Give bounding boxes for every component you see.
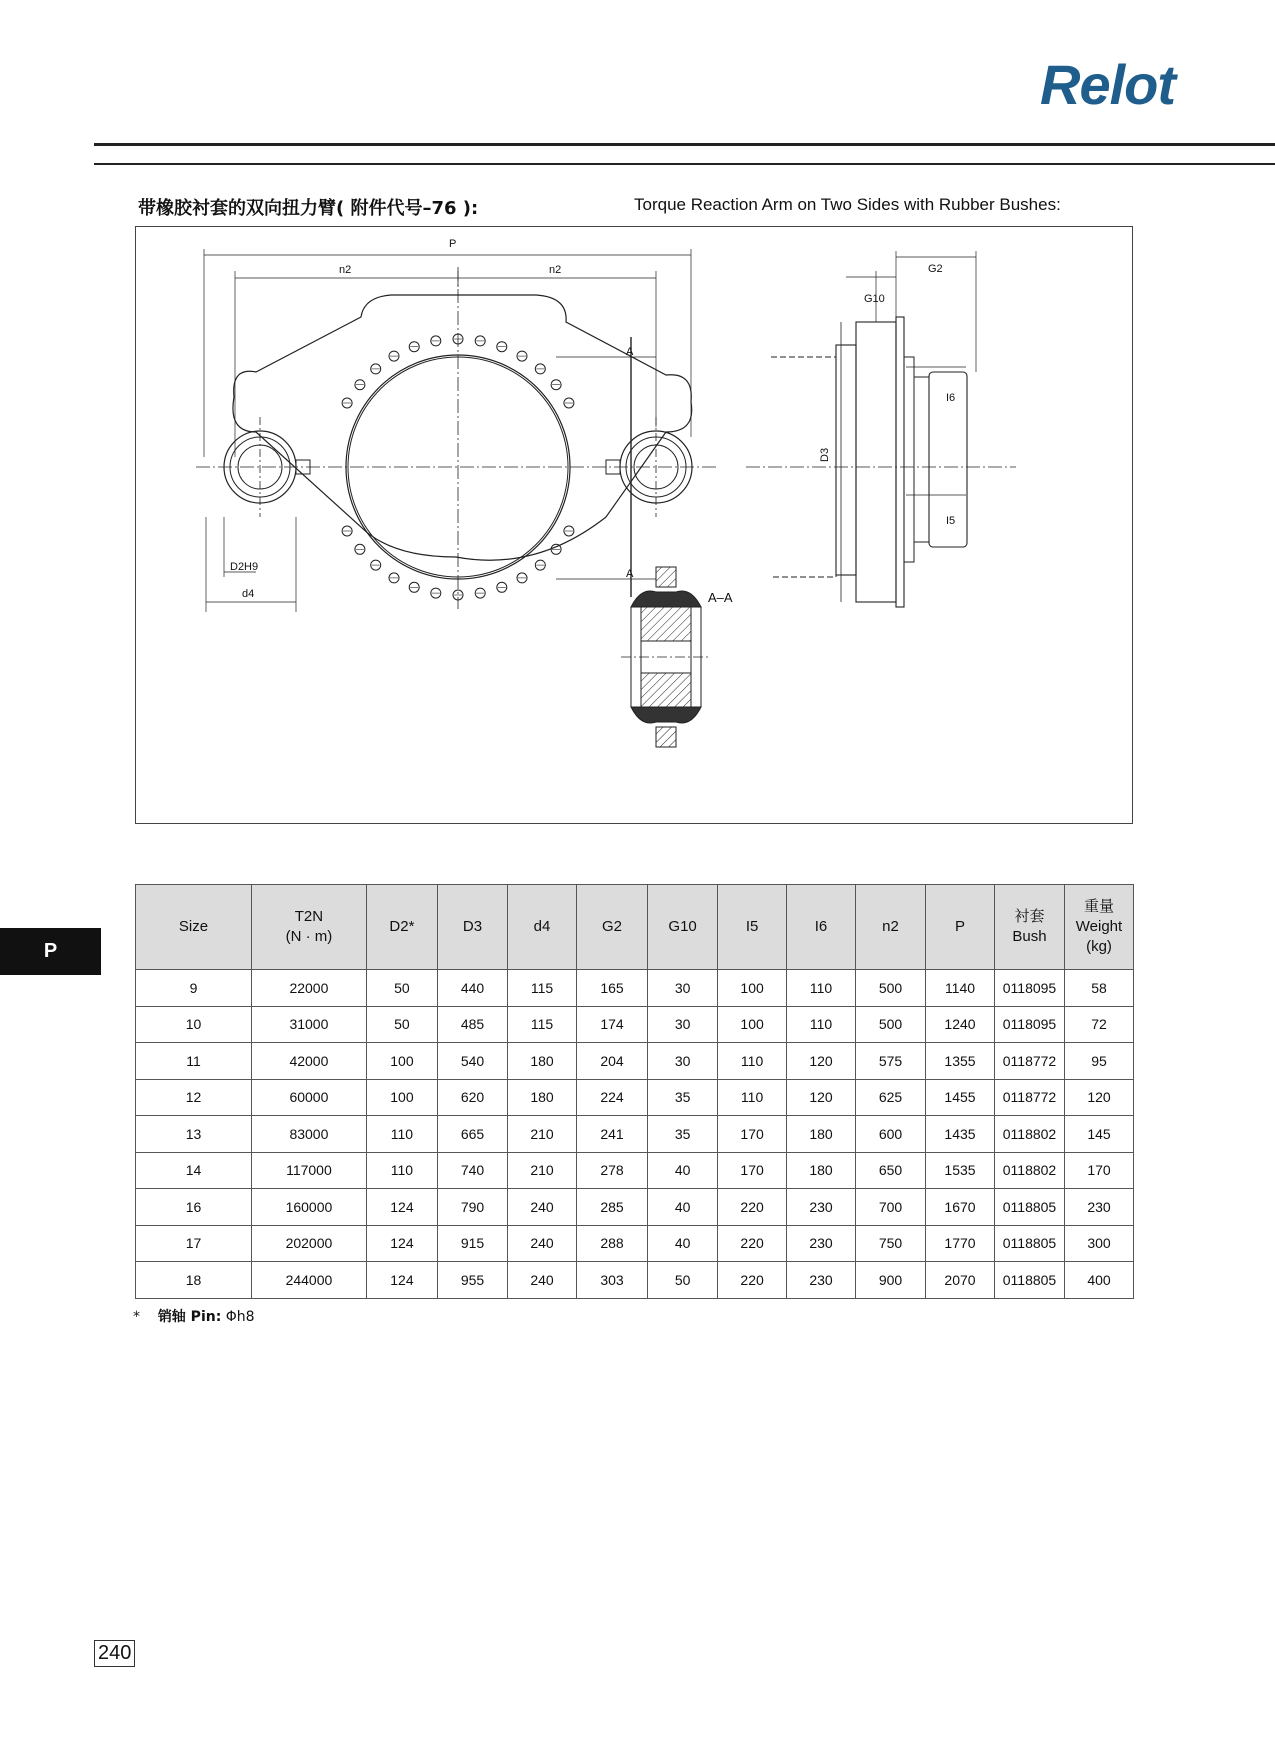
- table-cell: 145: [1065, 1116, 1134, 1153]
- table-row: [136, 1262, 1134, 1299]
- table-cell: 31000: [251, 1006, 366, 1043]
- table-cell: 1535: [926, 1152, 995, 1189]
- table-cell: 60000: [251, 1079, 366, 1116]
- table-cell: 95: [1065, 1043, 1134, 1080]
- table-cell: 72: [1065, 1006, 1134, 1043]
- table-cell: 665: [438, 1116, 508, 1153]
- dim-label-d2h9: D2H9: [230, 561, 259, 573]
- table-cell: 170: [718, 1116, 787, 1153]
- header-line: I5: [745, 918, 759, 935]
- table-cell: 575: [856, 1043, 926, 1080]
- header-line: T2N: [294, 908, 324, 925]
- table-cell: 40: [648, 1152, 718, 1189]
- table-cell: 0118095: [994, 970, 1064, 1007]
- table-cell: 540: [438, 1043, 508, 1080]
- table-cell: 35: [648, 1079, 718, 1116]
- drawing-labels: [230, 238, 955, 605]
- table-cell: 174: [576, 1006, 647, 1043]
- header-line: I6: [814, 918, 828, 935]
- table-cell: 10: [136, 1006, 252, 1043]
- table-header-cell: [508, 885, 577, 970]
- table-row: [136, 1116, 1134, 1153]
- footnote-label: 销轴 Pin:: [157, 1309, 222, 1325]
- table-cell: 220: [718, 1225, 787, 1262]
- table-cell: 2070: [926, 1262, 995, 1299]
- dim-label-g2: G2: [928, 263, 943, 275]
- header-line: Bush: [1012, 928, 1047, 945]
- technical-drawing: [135, 226, 1133, 824]
- table-cell: 750: [856, 1225, 926, 1262]
- table-cell: 110: [366, 1116, 437, 1153]
- table-cell: 220: [718, 1262, 787, 1299]
- table-cell: 124: [366, 1225, 437, 1262]
- chapter-tab: P: [0, 928, 101, 975]
- table-cell: 50: [366, 970, 437, 1007]
- table-cell: 500: [856, 1006, 926, 1043]
- section-marker-a-bottom: A: [626, 568, 634, 580]
- table-cell: 110: [718, 1079, 787, 1116]
- table-row: [136, 970, 1134, 1007]
- table-cell: 170: [718, 1152, 787, 1189]
- table-body: [136, 970, 1134, 1299]
- table-cell: 240: [508, 1225, 577, 1262]
- table-cell: 230: [787, 1262, 856, 1299]
- dimension-table: [135, 884, 1134, 1299]
- drawing-svg: [136, 227, 1134, 825]
- table-cell: 240: [508, 1189, 577, 1226]
- table-cell: 12: [136, 1079, 252, 1116]
- table-header-cell: [251, 885, 366, 970]
- table-cell: 120: [1065, 1079, 1134, 1116]
- table-cell: 180: [508, 1079, 577, 1116]
- table-header-cell: [787, 885, 856, 970]
- table-cell: 485: [438, 1006, 508, 1043]
- table-cell: 224: [576, 1079, 647, 1116]
- brand-logo: Relot: [1040, 53, 1175, 116]
- table-header-cell: [994, 885, 1064, 970]
- table-header-cell: [718, 885, 787, 970]
- table-cell: 124: [366, 1262, 437, 1299]
- table-cell: 0118772: [994, 1043, 1064, 1080]
- table-cell: 650: [856, 1152, 926, 1189]
- table-cell: 50: [366, 1006, 437, 1043]
- table-cell: 50: [648, 1262, 718, 1299]
- table-header-cell: [856, 885, 926, 970]
- table-cell: 1240: [926, 1006, 995, 1043]
- table-cell: 0118805: [994, 1262, 1064, 1299]
- table-cell: 300: [1065, 1225, 1134, 1262]
- table-cell: 440: [438, 970, 508, 1007]
- dim-label-i6: I6: [946, 392, 956, 404]
- section-view-a-a: [621, 567, 711, 747]
- table-cell: 100: [718, 1006, 787, 1043]
- table-cell: 241: [576, 1116, 647, 1153]
- dim-label-d4: d4: [242, 588, 255, 600]
- footnote-star: *: [133, 1309, 140, 1325]
- table-cell: 110: [787, 1006, 856, 1043]
- table-cell: 400: [1065, 1262, 1134, 1299]
- table-cell: 120: [787, 1079, 856, 1116]
- table-header-cell: [926, 885, 995, 970]
- dim-label-i5: I5: [946, 515, 956, 527]
- table-cell: 230: [787, 1189, 856, 1226]
- footnote-value: Φh8: [225, 1309, 255, 1325]
- table-cell: 1355: [926, 1043, 995, 1080]
- header-line: d4: [533, 918, 551, 935]
- table-cell: 500: [856, 970, 926, 1007]
- table-cell: 22000: [251, 970, 366, 1007]
- table-cell: 1455: [926, 1079, 995, 1116]
- table-cell: 288: [576, 1225, 647, 1262]
- dim-label-p: P: [449, 238, 457, 250]
- table-cell: 30: [648, 970, 718, 1007]
- table-cell: 210: [508, 1116, 577, 1153]
- table-cell: 0118095: [994, 1006, 1064, 1043]
- table-header-row: [136, 885, 1134, 970]
- table-cell: 625: [856, 1079, 926, 1116]
- table-cell: 58: [1065, 970, 1134, 1007]
- header-line: n2: [882, 918, 899, 935]
- table-cell: 600: [856, 1116, 926, 1153]
- header-line: (N · m): [285, 928, 333, 945]
- dim-label-n2-right: n2: [549, 264, 562, 276]
- table-cell: 1670: [926, 1189, 995, 1226]
- header-rule-bottom: [94, 163, 1275, 165]
- table-cell: 110: [718, 1043, 787, 1080]
- table-cell: 30: [648, 1043, 718, 1080]
- table-cell: 9: [136, 970, 252, 1007]
- table-cell: 180: [787, 1152, 856, 1189]
- table-header-cell: [438, 885, 508, 970]
- table-cell: 115: [508, 1006, 577, 1043]
- table-cell: 117000: [251, 1152, 366, 1189]
- dim-label-g10: G10: [864, 293, 885, 305]
- front-view: [196, 249, 716, 612]
- table-cell: 230: [787, 1225, 856, 1262]
- table-cell: 220: [718, 1189, 787, 1226]
- table-cell: 1435: [926, 1116, 995, 1153]
- table-row: [136, 1189, 1134, 1226]
- table-cell: 40: [648, 1225, 718, 1262]
- table-cell: 16: [136, 1189, 252, 1226]
- section-marker-a-top: A: [626, 346, 634, 358]
- table-cell: 204: [576, 1043, 647, 1080]
- header-line: Weight: [1075, 918, 1123, 935]
- table-header-cell: [366, 885, 437, 970]
- table-cell: 180: [787, 1116, 856, 1153]
- table-header-cell: [136, 885, 252, 970]
- header-rule-top: [94, 143, 1275, 146]
- section-label-a-a: A–A: [708, 590, 733, 605]
- section-title-en: Torque Reaction Arm on Two Sides with Rubber Bushes:: [634, 195, 1061, 214]
- table-cell: 40: [648, 1189, 718, 1226]
- table-header-cell: [576, 885, 647, 970]
- table-cell: 900: [856, 1262, 926, 1299]
- table-row: [136, 1043, 1134, 1080]
- header-line: D3: [462, 918, 483, 935]
- table-cell: 100: [366, 1043, 437, 1080]
- table-cell: 110: [787, 970, 856, 1007]
- table-cell: 83000: [251, 1116, 366, 1153]
- table-cell: 740: [438, 1152, 508, 1189]
- header-line: D2*: [389, 918, 415, 935]
- table-cell: 285: [576, 1189, 647, 1226]
- table-cell: 278: [576, 1152, 647, 1189]
- table-cell: 120: [787, 1043, 856, 1080]
- table-cell: 100: [366, 1079, 437, 1116]
- table-cell: 30: [648, 1006, 718, 1043]
- footnote: [133, 1306, 255, 1326]
- table-cell: 915: [438, 1225, 508, 1262]
- table-cell: 700: [856, 1189, 926, 1226]
- header-line: Size: [178, 918, 209, 935]
- table-cell: 1140: [926, 970, 995, 1007]
- table-cell: 18: [136, 1262, 252, 1299]
- table-row: [136, 1079, 1134, 1116]
- table-cell: 35: [648, 1116, 718, 1153]
- table-cell: 955: [438, 1262, 508, 1299]
- table-row: [136, 1225, 1134, 1262]
- dim-label-n2-left: n2: [339, 264, 352, 276]
- table-cell: 240: [508, 1262, 577, 1299]
- table-cell: 14: [136, 1152, 252, 1189]
- table-cell: 210: [508, 1152, 577, 1189]
- table-row: [136, 1152, 1134, 1189]
- table-cell: 0118772: [994, 1079, 1064, 1116]
- table-header-cell: [1065, 885, 1134, 970]
- table-cell: 230: [1065, 1189, 1134, 1226]
- table-row: [136, 1006, 1134, 1043]
- table-cell: 165: [576, 970, 647, 1007]
- header-line: (kg): [1086, 938, 1112, 955]
- table-cell: 0118805: [994, 1189, 1064, 1226]
- table-cell: 790: [438, 1189, 508, 1226]
- header-line: 衬套: [1014, 908, 1045, 925]
- header-line: 重量: [1083, 898, 1114, 915]
- table-cell: 170: [1065, 1152, 1134, 1189]
- table-cell: 115: [508, 970, 577, 1007]
- section-title-cn: 带橡胶衬套的双向扭力臂( 附件代号–76 ):: [138, 198, 479, 219]
- header-line: G2: [602, 918, 623, 935]
- table-cell: 1770: [926, 1225, 995, 1262]
- table-cell: 11: [136, 1043, 252, 1080]
- table-cell: 42000: [251, 1043, 366, 1080]
- table-cell: 110: [366, 1152, 437, 1189]
- table-header-cell: [648, 885, 718, 970]
- dim-label-d3: D3: [819, 447, 831, 462]
- header-line: G10: [668, 918, 697, 935]
- table-cell: 13: [136, 1116, 252, 1153]
- table-cell: 124: [366, 1189, 437, 1226]
- table-cell: 620: [438, 1079, 508, 1116]
- table-cell: 0118802: [994, 1116, 1064, 1153]
- table-cell: 244000: [251, 1262, 366, 1299]
- table-cell: 202000: [251, 1225, 366, 1262]
- page-number: 240: [94, 1640, 135, 1667]
- table-cell: 0118805: [994, 1225, 1064, 1262]
- header-line: P: [954, 918, 965, 935]
- table-cell: 0118802: [994, 1152, 1064, 1189]
- table-cell: 100: [718, 970, 787, 1007]
- table-cell: 17: [136, 1225, 252, 1262]
- table-cell: 160000: [251, 1189, 366, 1226]
- table-cell: 180: [508, 1043, 577, 1080]
- table-cell: 303: [576, 1262, 647, 1299]
